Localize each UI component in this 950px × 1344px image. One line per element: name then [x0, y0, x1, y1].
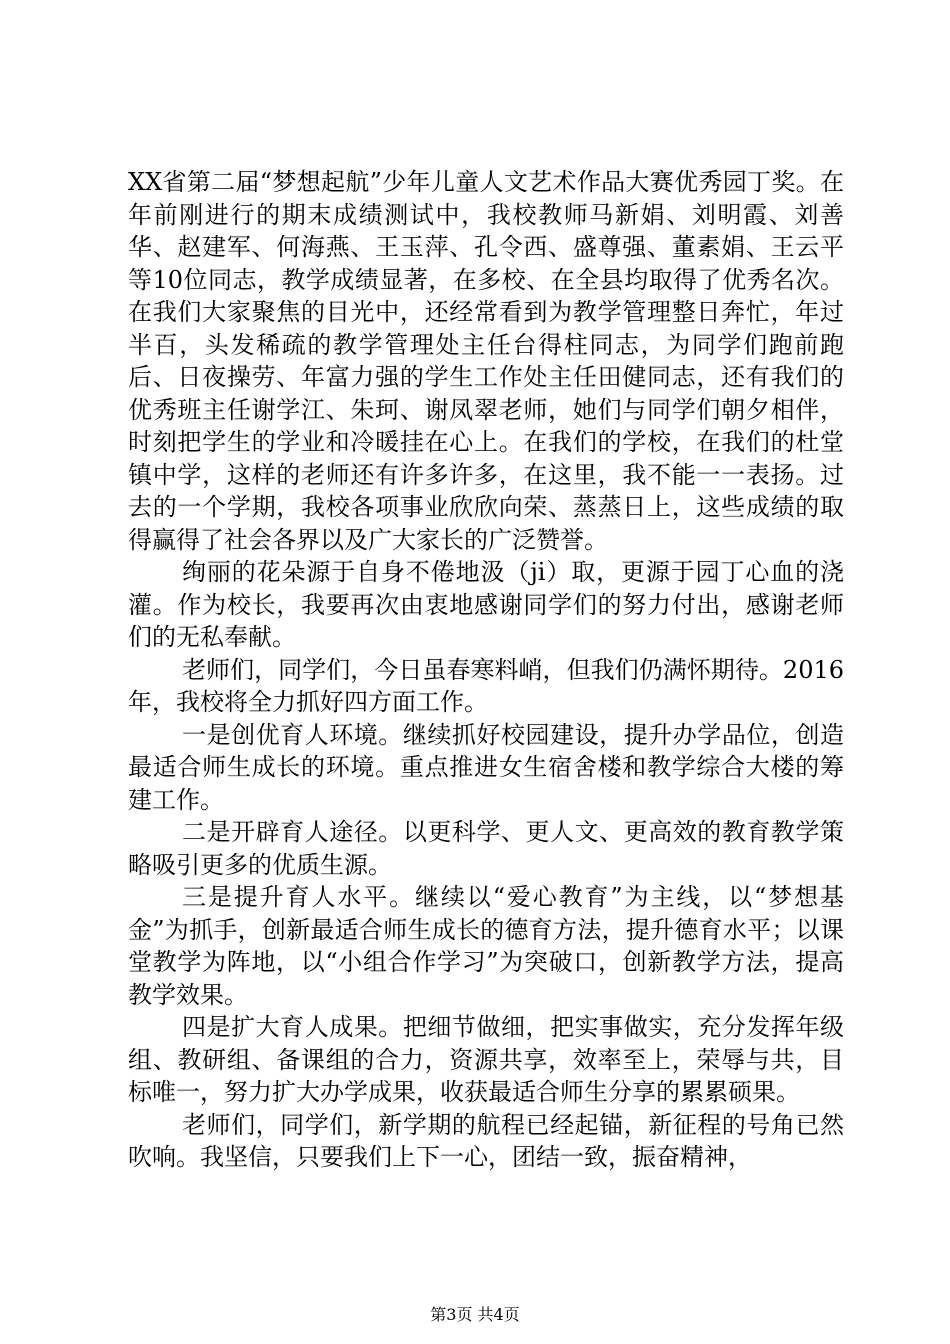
- paragraph: 绚丽的花朵源于自身不倦地汲（ji）取，更源于园丁心血的浇灌。作为校长，我要再次由衷地感谢同学们的努力付出，感谢老师们的无私奉献。: [128, 558, 844, 651]
- page-number-footer: 第3页 共4页: [430, 1305, 520, 1324]
- body-text: [128, 166, 844, 1174]
- paragraph: 老师们，同学们，新学期的航程已经起锚，新征程的号角已然吹响。我坚信，只要我们上下一心，团结一致，振奋精神，: [128, 1110, 844, 1171]
- paragraph: 四是扩大育人成果。把细节做细，把实事做实，充分发挥年级组、教研组、备课组的合力，资源共享，效率至上，荣辱与共，目标唯一，努力扩大办学成果，收获最适合师生分享的累累硕果。: [128, 1013, 844, 1106]
- paragraph: 二是开辟育人途径。以更科学、更人文、更高效的教育教学策略吸引更多的优质生源。: [128, 818, 844, 879]
- paragraph: 三是提升育人水平。继续以“爱心教育”为主线，以“梦想基金”为抓手，创新最适合师生成长的德育方法，提升德育水平；以课堂教学为阵地，以“小组合作学习”为突破口，创新教学方法，提高教学效果。: [128, 883, 844, 1009]
- paragraph: XX省第二届“梦想起航”少年儿童人文艺术作品大赛优秀园丁奖。在年前刚进行的期末成绩测试中，我校教师马新娟、刘明霞、刘善华、赵建军、何海燕、王玉萍、孔令西、盛尊强、董素娟、王云平等10位同志，教学成绩显著，在多校、在全县均取得了优秀名次。在我们大家聚焦的目光中，还经常看到为教学管理整日奔忙，年过半百，头发稀疏的教学管理处主任台得柱同志，为同学们跑前跑后、日夜操劳、年富力强的学生工作处主任田健同志，还有我们的优秀班主任谢学江、朱珂、谢凤翠老师，她们与同学们朝夕相伴，时刻把学生的学业和冷暖挂在心上。在我们的学校，在我们的杜堂镇中学，这样的老师还有许多许多，在这里，我不能一一表扬。过去的一个学期，我校各项事业欣欣向荣、蒸蒸日上，这些成绩的取得赢得了社会各界以及广大家长的广泛赞誉。: [128, 168, 844, 554]
- paragraph: 老师们，同学们，今日虽春寒料峭，但我们仍满怀期待。2016年，我校将全力抓好四方面工作。: [128, 655, 844, 716]
- paragraph: 一是创优育人环境。继续抓好校园建设，提升办学品位，创造最适合师生成长的环境。重点推进女生宿舍楼和教学综合大楼的筹建工作。: [128, 720, 844, 814]
